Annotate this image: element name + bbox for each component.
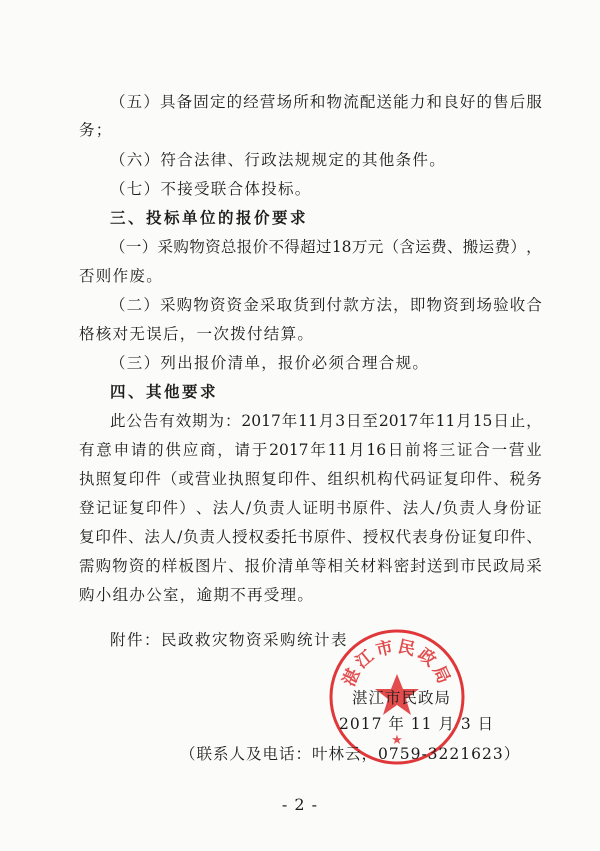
s4-paragraph-line-3: 执 照 复 印 件 （ 或 营 业 执 照 复 印 件 、 组 织 机 构 代 码 证 复 印 件 、 税 务 [79,470,542,488]
s4-paragraph-line-6: 需 购 物 资 的 样 板 图 片 、 报 价 清 单 等 相 关 材 料 密 封 送 到 市 民 政 局 采 [79,557,542,575]
attachment-line: 附件：民政救灾物资采购统计表 [110,631,349,649]
s4-paragraph-line-5: 复 印 件 、 法 人 / 负 责 人 授 权 委 托 书 原 件 、 授 权 代 表 身 份 证 复 印 件 、 [79,528,542,546]
s4-paragraph-line-1: 此 公 告 有 效 期 为 ： 2017 年 11 月 3 日 至 2017 年 11 月 15 日 止 ， [110,412,542,430]
s4-paragraph-line-4: 登 记 证 复 印 件 ） 、 法 人 / 负 责 人 证 明 书 原 件 、 法 人 / 负 责 人 身 份 证 [79,499,542,517]
seal-subtext: ★ [391,733,403,748]
item-5-line-1: （ 五 ） 具 备 固 定 的 经 营 场 所 和 物 流 配 送 能 力 和 良 好 的 售 后 服 [110,93,542,111]
s3-item-1-line-2: 否则作废。 [79,267,164,285]
s3-item-1-line-1: （ 一 ） 采 购 物 资 总 报 价 不 得 超 过 18 万 元 （ 含 运 费 、 搬 运 费 ） ， [110,238,542,256]
seal-text: 湛江市民政局 [339,636,455,690]
s3-item-3: （三）列出报价清单，报价必须合理合规。 [110,354,430,372]
item-6: （六）符合法律、行政法规规定的其他条件。 [110,151,447,169]
s3-item-2-line-1: （ 二 ） 采 购 物 资 资 金 采 取 货 到 付 款 方 法 ， 即 物 资 到 场 验 收 合 [110,296,542,314]
s4-paragraph-line-7: 购小组办公室，逾期不再受理。 [79,586,315,604]
section-3-heading: 三、投标单位的报价要求 [110,208,309,227]
s3-item-2-line-2: 格核对无误后，一次拨付结算。 [79,325,315,343]
s4-paragraph-line-2: 有 意 申 请 的 供 应 商 ， 请 于 2017 年 11 月 16 日 前 将 三 证 合 一 营 业 [79,441,542,459]
section-4-heading: 四、其他要求 [110,382,219,401]
signature-date: 2017 年 11 月 3 日 [339,715,495,733]
contact-info: （联系人及电话：叶林云，0759-3221623） [180,745,521,763]
signature-org: 湛江市民政局 [352,689,452,707]
item-5-line-2: 务； [79,121,113,139]
page-number: - 2 - [281,795,319,814]
item-7: （七）不接受联合体投标。 [110,180,312,198]
